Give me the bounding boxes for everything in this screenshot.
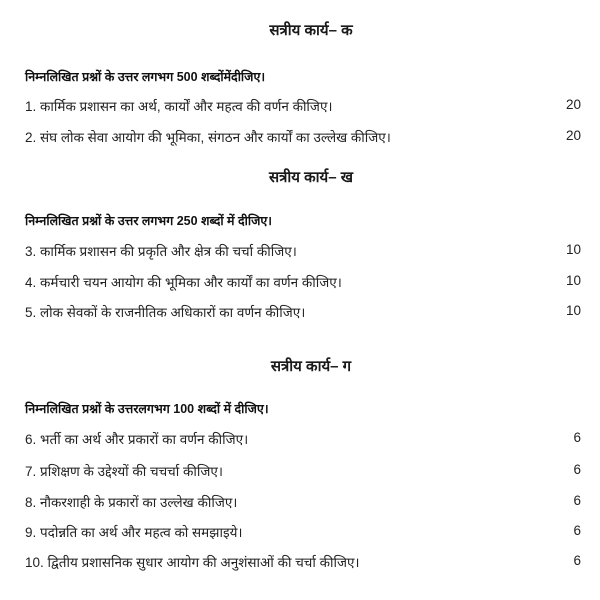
question-text: 5. लोक सेवकों के राजनीतिक अधिकारों का वर्णन कीजिए।: [25, 305, 306, 320]
question-marks: 10: [565, 303, 581, 318]
question-text: 3. कार्मिक प्रशासन की प्रकृति और क्षेत्र की चर्चा कीजिए।: [25, 244, 297, 259]
question-text: 9. पदोन्नति का अर्थ और महत्व को समझाइये।: [25, 525, 243, 540]
question-marks: 20: [565, 128, 581, 143]
question-row: [25, 462, 581, 482]
question-marks: 10: [565, 242, 581, 257]
question-text: 6. भर्ती का अर्थ और प्रकारों का वर्णन कीजिए।: [25, 432, 249, 447]
section-title-a: सत्रीय कार्य– क: [269, 22, 353, 39]
question-text: 8. नौकरशाही के प्रकारों का उल्लेख कीजिए।: [25, 495, 238, 510]
question-text: 2. संघ लोक सेवा आयोग की भूमिका, संगठन और कार्यों का उल्लेख कीजिए।: [25, 130, 391, 145]
question-row: [25, 303, 581, 323]
question-marks: 6: [573, 553, 581, 568]
question-row: [25, 430, 581, 450]
section-instruction-a: निम्नलिखित प्रश्नों के उत्तर लगभग 500 शब्दोंमेंदीजिए।: [25, 70, 266, 84]
question-marks: 6: [573, 430, 581, 445]
section-instruction-b: निम्नलिखित प्रश्नों के उत्तर लगभग 250 शब्दों में दीजिए।: [25, 214, 273, 228]
question-row: [25, 493, 581, 513]
question-row: [25, 523, 581, 543]
question-row: [25, 97, 581, 117]
question-row: [25, 553, 581, 573]
question-marks: 10: [565, 273, 581, 288]
question-marks: 6: [573, 523, 581, 538]
question-row: [25, 273, 581, 293]
question-text: 7. प्रशिक्षण के उद्देश्यों की चचर्चा कीजिए।: [25, 464, 223, 479]
section-title-c: सत्रीय कार्य– ग: [270, 358, 352, 375]
section-instruction-c: निम्नलिखित प्रश्नों के उत्तरलगभग 100 शब्दों में दीजिए।: [25, 402, 269, 416]
section-title-b: सत्रीय कार्य– ख: [268, 169, 354, 186]
question-row: [25, 128, 581, 148]
question-text: 10. द्वितीय प्रशासनिक सुधार आयोग की अनुशंसाओं की चर्चा कीजिए।: [25, 555, 360, 570]
question-marks: 6: [573, 462, 581, 477]
question-marks: 6: [573, 493, 581, 508]
question-text: 4. कर्मचारी चयन आयोग की भूमिका और कार्यों का वर्णन कीजिए।: [25, 275, 342, 290]
question-text: 1. कार्मिक प्रशासन का अर्थ, कार्यों और महत्व की वर्णन कीजिए।: [25, 99, 333, 114]
question-marks: 20: [565, 97, 581, 112]
question-row: [25, 242, 581, 262]
